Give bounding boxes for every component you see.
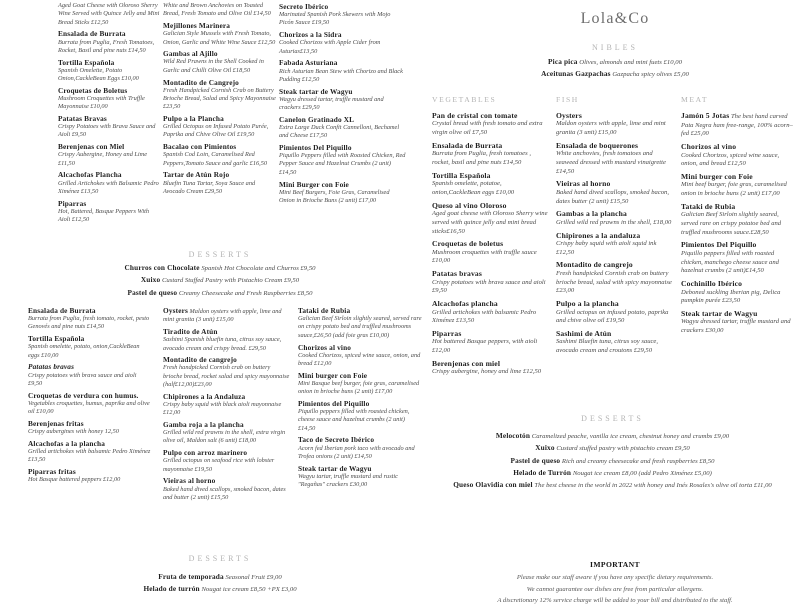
item-name: Steak tartar de Wagyu <box>681 308 758 318</box>
item-desc: Rich and creamy cheesecake and fresh raspberries £8,50 <box>561 457 715 465</box>
menu-item <box>28 419 152 436</box>
left-top-desserts <box>30 250 410 297</box>
left-bottom-column-1 <box>28 306 152 487</box>
menu-item <box>279 2 406 28</box>
menu-item <box>163 306 290 325</box>
menu-item <box>556 260 675 296</box>
menu-item <box>681 142 795 169</box>
fish-list <box>556 111 675 356</box>
menu-item <box>28 362 152 388</box>
important-header: IMPORTANT <box>589 560 641 569</box>
item-name: Mejillones Marinera <box>163 21 231 31</box>
notice-line: We cannot guarantee our dishes are free from particular allergens. <box>526 585 704 593</box>
meat-list <box>681 111 795 336</box>
item-name: Taco de Secreto Ibérico <box>298 435 375 445</box>
item-name: Gambas a la plancha <box>556 209 627 219</box>
item-desc: Piquillo Peppers filled with Roasted Chicken, Red Pepper Sauce and Hazelnut Crumbs (2 unit) £14,50 <box>279 152 406 176</box>
menu-item <box>298 435 423 461</box>
item-desc: Seasonal Fruit £9,00 <box>225 574 282 581</box>
menu-item <box>28 439 152 465</box>
item-desc: Mushroom croquettes with truffle sauce £10,00 <box>432 248 537 265</box>
menu-item <box>28 306 152 332</box>
menu-item <box>425 480 800 491</box>
left-top-desserts-list <box>30 263 410 299</box>
item-name: Alcachofas plancha <box>432 299 498 309</box>
left-bottom-column-2 <box>163 306 290 505</box>
item-name: Pulpo a la plancha <box>556 299 619 309</box>
item-desc: Extra Large Duck Confit Cannelloni, Bechamel and Cheese £17,50 <box>279 123 400 140</box>
vegetables-list <box>432 111 548 377</box>
left-top-column-1 <box>58 2 161 227</box>
item-desc: Grilled artichokes with balsamic Pedro Ximénez £13,50 <box>432 308 537 325</box>
vegetables-column <box>432 95 548 380</box>
item-desc: Grilled wild red prawns in the shell, extra virgin olive oil, Maldon salt (6 unit) £18,00 <box>163 429 286 445</box>
menu-item <box>30 572 410 583</box>
menu-item <box>58 58 161 84</box>
item-name: Queso Olavidia con miel <box>453 480 533 490</box>
item-desc: Fresh handpicked Cornish crab on buttery brioche bread, salad with spicy mayonnaise £23,00 <box>556 269 672 295</box>
item-name: Ensalada de Burrata <box>28 306 96 315</box>
menu-item <box>163 355 290 389</box>
menu-item <box>681 172 795 199</box>
item-name: Helado de turrón <box>143 584 200 594</box>
item-desc: Grilled octopus on seafood rice with lobster mayonnaise £19,50 <box>163 457 275 473</box>
menu-item <box>30 584 410 595</box>
item-desc: Rich Asturian Bean Stew with Chorizo and Black Pudding £12,50 <box>279 67 403 83</box>
item-name: Tartar de Atún Rojo <box>163 170 230 180</box>
item-name: Pulpo con arroz marinero <box>163 448 248 458</box>
item-name: Piparras fritas <box>28 466 76 476</box>
fish-header: FISH <box>556 95 579 104</box>
item-desc: Gazpacha spicy olives £5,00 <box>612 71 689 79</box>
menu-item <box>163 114 277 140</box>
item-desc: Grilled Artichokes with Balsamic Pedro Ximénez £13,50 <box>58 179 159 195</box>
item-name: Cochinillo Ibérico <box>681 279 743 289</box>
notice-line: Please make our staff aware if you have any specific dietary requirements. <box>516 574 714 581</box>
menu-item <box>30 263 410 274</box>
left-bottom-desserts-list <box>30 572 410 595</box>
item-name: Tortilla Española <box>432 170 491 180</box>
item-name: Fabada Asturiana <box>279 58 338 68</box>
item-desc: Spanish Omelette, Potato Onion,CackleBean Eggs £10,00 <box>58 66 139 82</box>
item-name: Pimientos del Piquillo <box>298 398 370 408</box>
page-title: Lola&Co <box>580 10 650 27</box>
menu-item <box>163 49 277 75</box>
menu-item <box>163 21 277 47</box>
item-name: Ensalada de Burrata <box>432 140 503 150</box>
item-desc: Spanish Cod Loin, Caramelised Red Peppers,Tomato Sauce and garlic £16,50 <box>163 151 268 167</box>
menu-item <box>58 170 161 196</box>
item-name: Patatas bravas <box>432 269 482 279</box>
item-name: Tiradito de Atún <box>163 327 218 337</box>
item-desc: Burrata from Puglia, fresh tomatoes , rocket, basil and pine nuts £14,50 <box>432 150 531 167</box>
menu-item <box>556 231 675 258</box>
item-desc: Spanish Hot Chocolate and Churros £9,50 <box>201 265 316 272</box>
item-desc: Bluefin Tuna Tartar, Soya Sauce and Avocado Cream £29,50 <box>163 179 256 195</box>
menu-item <box>163 142 277 168</box>
item-desc: Crispy potatoes with brava sauce and aioli £9,50 <box>28 371 137 387</box>
item-desc: Crispy baby squid with aioli squid ink £12,50 <box>556 240 657 256</box>
menu-item <box>556 209 675 227</box>
item-desc: Olives, almonds and mini fuets £10,00 <box>579 59 682 66</box>
menu-item <box>432 201 548 237</box>
menu-item <box>279 58 406 84</box>
item-desc: Galician Beef Sirloin slightly seared, served rare on crispy potato bed and truffled mushrooms sauce,£26,50 (add foie gras £10,00) <box>298 315 422 339</box>
item-desc: Galician Style Mussels with Fresh Tomato, Onion, Garlic and White Wine Sauce £12,50 <box>163 30 276 46</box>
menu-item <box>58 29 161 55</box>
item-desc: Cooked Chorizos, spiced wine sauce, onion, and bread £12,00 <box>298 351 421 367</box>
menu-item <box>58 2 161 27</box>
item-desc: Grilled Octopus on Infused Potato Purée, Paprika and Chive Olive Oil £19,50 <box>163 123 269 139</box>
item-desc: Grilled artichokes with balsamic Pedro Ximénez £13,50 <box>28 447 151 464</box>
item-desc: Caramelized peache, vanilla ice cream, chestnut honey and crumbs £9,00 <box>531 433 730 440</box>
item-name: Ensalada de Burrata <box>58 29 126 39</box>
item-desc: Mini Basque beef burger, foie gras, caramelised onion in brioche buns (2 unit) £17,00 <box>298 379 420 396</box>
item-desc: Grilled octopus on infused potato, paprika and chive olive oil £19,50 <box>556 308 669 325</box>
item-desc: Wagyu dressed tartar, truffle mustard and crackers £29,50 <box>279 95 384 112</box>
item-desc: Wild Red Prawns in the Shell Cooked in Garlic and Chilli Olive Oil £18,50 <box>163 58 264 74</box>
item-name: Alcachofas Plancha <box>58 170 122 180</box>
item-name: Oysters <box>163 306 188 315</box>
menu-item <box>556 179 675 206</box>
item-name: Pastel de queso <box>127 287 178 297</box>
item-name: Chipirones a la Andaluza <box>163 391 246 401</box>
menu-item <box>681 279 795 306</box>
menu-item <box>30 288 410 299</box>
menu-item <box>163 476 290 502</box>
left-bottom-desserts <box>30 554 410 600</box>
item-name: Steak tartar de Wagyu <box>298 463 372 473</box>
menu-item <box>30 275 410 286</box>
menu-item <box>279 87 406 113</box>
item-name: Berenjenas con miel <box>432 358 501 368</box>
item-name: Mini burger con Foie <box>298 370 368 380</box>
menu-item <box>432 239 548 266</box>
meat-header: MEAT <box>681 95 709 104</box>
menu-item <box>58 86 161 112</box>
item-desc: Cooked Chorizos with Apple Cider from Asturias£13,50 <box>279 39 381 55</box>
item-name: Montadito de Cangrejo <box>163 77 239 87</box>
menu-item <box>425 468 800 479</box>
item-desc: Maldon oysters with apple, lime and mint granita (3 unit) £15,00 <box>556 120 666 137</box>
left-top-column-3 <box>279 2 406 208</box>
item-desc: Maldon oysters with apple, lime and mint granita (3 unit) £15,00 <box>163 308 282 324</box>
important-section <box>430 560 800 608</box>
item-desc: Custard Stuffed Pastry with Pistachio Cream £9,50 <box>161 277 300 285</box>
menu-item <box>432 359 548 377</box>
menu-item <box>432 269 548 296</box>
item-desc: Nougat ice cream £8,00 (add Pedro Ximénez £5,00) <box>572 470 712 478</box>
item-desc: Custard stuffed pastry with pistachio cream £9,50 <box>556 445 690 453</box>
item-desc: Piquillo peppers filled with roasted chicken, manchego cheese sauce and hazelnut crumbs (2 unit)£14,50 <box>681 249 779 275</box>
menu-item <box>425 431 800 442</box>
menu-item <box>556 329 675 356</box>
left-bottom-column-3 <box>298 306 423 492</box>
item-desc: Aged goat cheese with Oloroso Sherry wine served with quince jelly and mini bread sticks£16,50 <box>432 210 548 235</box>
menu-item <box>681 240 795 276</box>
menu-item <box>163 327 290 353</box>
menu-item <box>556 299 675 326</box>
item-name: Chorizos al vino <box>298 342 352 352</box>
item-name: Secreto Ibérico <box>279 2 329 11</box>
menu-item <box>681 202 795 238</box>
item-desc: White anchovies, fresh tomatoes and seaweed dressed with mustard vinaigrette £14,50 <box>556 150 666 175</box>
desserts-header: DESSERTS <box>188 554 252 563</box>
item-name: Xuixo <box>140 275 161 285</box>
item-name: Pica pica <box>548 57 578 66</box>
item-desc: Crispy Potatoes with Brava Sauce and Aioli £9,50 <box>58 123 156 139</box>
item-desc: Baked hand dived scallops, smoked bacon, dates and butter (2 unit) £15,50 <box>163 485 286 501</box>
item-desc: Mushroom Croquettes with Truffle Mayonnaise £10,00 <box>58 94 145 111</box>
meat-column <box>681 95 795 339</box>
menu-item <box>681 309 795 336</box>
menu-item <box>163 2 277 19</box>
desserts-header: DESSERTS <box>188 250 252 259</box>
item-name: Vieiras al horno <box>556 179 611 189</box>
item-desc: Galician Beef Sirloin slightly seared, served rare on crispy potatoe bed and truffled mushrooms sauce.£28,50 <box>681 211 782 236</box>
menu-item <box>681 111 795 139</box>
menu-item <box>163 392 290 418</box>
menu-item <box>58 114 161 140</box>
item-desc: Deboned suckling Iberian pig, Delica pumpkin purée £23,50 <box>681 288 781 305</box>
menu-item <box>298 371 423 397</box>
menu-item <box>298 464 423 490</box>
menu-item <box>298 399 423 433</box>
menu-item <box>279 115 406 141</box>
menu-item <box>298 343 423 369</box>
menu-item <box>430 57 800 68</box>
menu-item <box>432 141 548 168</box>
item-name: Tortilla Española <box>28 334 85 344</box>
item-name: Tataki de Rubia <box>298 306 351 315</box>
item-desc: Burrata from Puglia, Fresh Tomatoes, Rocket, Basil and pine nuts £14,50 <box>58 38 155 54</box>
item-name: Canelon Gratinado XL <box>279 114 355 124</box>
menu-item <box>28 391 152 417</box>
item-name: Gambas al Ajillo <box>163 49 218 59</box>
menu-item <box>432 329 548 356</box>
menu-item <box>58 199 161 225</box>
nibles-list <box>430 57 800 80</box>
right-desserts-list <box>425 431 800 491</box>
item-desc: Mini beef burger, foie gras, caramelised onion in brioche buns (2 unit) £17,00 <box>681 181 787 198</box>
item-name: Berenjenas con Miel <box>58 142 125 152</box>
item-name: Steak tartar de Wagyu <box>279 86 353 96</box>
menu-item <box>163 78 277 112</box>
item-name: Pimientos Del Piquillo <box>279 143 352 153</box>
item-desc: White and Brown Anchovies on Toasted Bread, Fresh Tomato and Olive Oil £14,50 <box>163 2 271 18</box>
item-desc: Marinated Spanish Pork Skewers with Mojo Picón Sauce £19,50 <box>279 11 391 27</box>
item-desc: The best cheese in the world in 2022 with honey and Inés Rosales's olive oil torta £11,00 <box>534 482 772 490</box>
nibles-section <box>430 43 800 82</box>
item-desc: Burrata from Puglia, fresh tomato, rocket, pesto Genovés and pine nuts £14,50 <box>28 315 150 331</box>
item-name: Gamba roja a la plancha <box>163 420 244 429</box>
item-name: Piparras <box>432 328 462 338</box>
item-desc: Aged Goat Cheese with Oloroso Sherry Wine Served with Quince Jelly and Mini Bread Sticks £12,50 <box>58 2 160 26</box>
item-desc: Crispy aubergines with honey 12,50 <box>28 427 119 435</box>
item-name: Croquetas de Boletus <box>58 85 128 95</box>
menu-item <box>556 111 675 138</box>
item-name: Pimientos Del Piquillo <box>681 240 757 250</box>
item-name: Bacalao con Pimientos <box>163 142 237 152</box>
item-desc: Mini Beef Burgers, Foie Gras, Caramelised Onion in Brioche Buns (2 unit) £17,00 <box>279 188 390 204</box>
item-name: Sashimi de Atún <box>556 328 612 338</box>
menu-item <box>432 111 548 138</box>
item-name: Ensalada de boquerones <box>556 140 639 150</box>
item-name: Patatas Bravas <box>58 114 107 123</box>
item-name: Mini burger con Foie <box>681 172 753 181</box>
item-name: Tataki de Rubia <box>681 201 736 211</box>
item-desc: The best hand carved Pata Negra ham free-range, 100% acorn–fed £25,00 <box>681 113 793 138</box>
item-name: Xuixo <box>535 443 555 453</box>
item-name: Croquetas de boletus <box>432 239 504 249</box>
item-name: Chorizos al vino <box>681 142 737 152</box>
item-desc: Crispy Aubergine, Honey and Lime £11,50 <box>58 151 148 167</box>
menu-item <box>58 142 161 168</box>
important-lines <box>430 573 800 606</box>
menu-item <box>425 456 800 467</box>
item-desc: Crispy aubergine, honey and lime £12,50 <box>432 368 542 376</box>
menu-item <box>163 448 290 474</box>
item-desc: Hot battered Basque peppers, with aioli £12,00 <box>432 338 538 355</box>
item-name: Pulpo a la Plancha <box>163 114 224 123</box>
item-desc: Spanish omelette, potato, onion,CackleBean eggs £10,00 <box>28 343 140 359</box>
item-desc: Fresh handpicked Cornish crab on buttery brioche bread, rocket salad and spicy mayonnaise (half£12,00)£23,00 <box>163 364 290 388</box>
item-desc: Creamy Cheesecake and Fresh Raspberries £8,50 <box>178 289 313 297</box>
item-desc: Acorn fed Iberian pork taco with avocado and Trofea onions (2 unit) £14,50 <box>298 444 415 460</box>
item-name: Aceitunas Gazpachas <box>541 69 611 79</box>
item-name: Churros con Chocolate <box>124 263 200 272</box>
item-desc: Wagyu tartar, truffle mustard and rustic "Regañas" crackers £30,00 <box>298 472 398 489</box>
right-desserts-section <box>425 414 800 493</box>
item-name: Fruta de temporada <box>158 572 224 581</box>
item-desc: Crispy baby squid with black aioli mayonnaise £12,00 <box>163 400 282 417</box>
item-name: Melocotón <box>495 431 531 440</box>
desserts-header: DESSERTS <box>581 414 644 423</box>
item-name: Montadito de cangrejo <box>556 260 633 270</box>
item-desc: Hot, Battered, Basque Peppers With Aioli £12,50 <box>58 207 150 224</box>
item-desc: Grilled wild red prawns in the shell, £18,00 <box>556 218 672 226</box>
item-name: Pan de cristal con tomate <box>432 111 518 120</box>
item-desc: Spanish omelette, potatoe, onion,CackleBean eggs £10,00 <box>432 180 515 196</box>
menu-item <box>279 143 406 177</box>
item-desc: Cooked Chorizos, spiced wine sauce, onion, and bread £12,50 <box>681 151 780 168</box>
menu-item <box>163 170 277 196</box>
item-name: Chorizos a la Sidra <box>279 30 342 40</box>
item-name: Helado de Turrón <box>513 468 572 478</box>
item-name: Mini Burger con Foie <box>279 179 349 189</box>
menu-item <box>298 306 423 340</box>
menu-item <box>28 467 152 484</box>
vegetables-header: VEGETABLES <box>432 95 497 104</box>
item-name: Jamón 5 Jotas <box>681 111 730 120</box>
item-desc: Crystal bread with fresh tomato and extra virgin olive oil £7,50 <box>432 120 543 137</box>
menu-item <box>425 443 800 454</box>
menu-item <box>279 180 406 206</box>
item-desc: Crispy potatoes with brava sauce and aioli £9,50 <box>432 278 546 295</box>
item-desc: Wagyu dressed tartar, truffle mustard and crackers £30,00 <box>681 318 791 335</box>
item-name: Piparras <box>58 198 87 208</box>
item-name: Croquetas de verdura con humus. <box>28 390 139 400</box>
item-name: Tortilla Española <box>58 57 115 67</box>
left-top-column-2 <box>163 2 277 199</box>
item-name: Montadito de cangrejo <box>163 355 237 365</box>
item-desc: Nougat ice cream £8,50 +PX £3,00 <box>201 586 297 594</box>
item-desc: Vegetables croquettes, humus, paprika and olive oil £10,00 <box>28 399 150 416</box>
menu-item <box>432 299 548 326</box>
item-name: Pastel de queso <box>510 455 561 465</box>
item-name: Alcachofas a la plancha <box>28 438 106 448</box>
item-name: Chipirones a la andaluza <box>556 230 641 240</box>
menu-item <box>432 171 548 198</box>
item-desc: Sashimi Spanish bluefin tuna, citrus soy sauce, avocado cream and crispy bread. £29,50 <box>163 336 282 352</box>
menu-item <box>279 30 406 56</box>
menu-item <box>28 334 152 360</box>
item-desc: Baked hand dived scallops, smoked bacon, dates butter (2 unit) £15,50 <box>556 188 669 205</box>
item-name: Queso al vino Oloroso <box>432 200 507 210</box>
menu-item <box>430 69 800 80</box>
item-desc: Piquillo peppers filled with roasted chicken, cheese sauce and hazelnut crumbs (2 unit) £14,50 <box>298 408 410 432</box>
item-desc: Fresh Handpicked Cornish Crab on Buttery Brioche Bread, Salad and Spicy Mayonnaise £23,50 <box>163 86 276 111</box>
item-desc: Sashimi Bluefin tuna, citrus soy sauce, avocado cream and croutons £29,50 <box>556 338 659 355</box>
menu-item <box>556 141 675 177</box>
item-name: Berenjenas fritas <box>28 418 84 428</box>
item-name: Vieiras al horno <box>163 476 216 486</box>
item-name: Oysters <box>556 111 582 120</box>
menu-item <box>163 420 290 446</box>
notice-line: A discretionary 12% service charge will be added to your bill and distributed to the staff. <box>497 597 733 605</box>
nibles-header: NIBLES <box>592 43 638 52</box>
item-desc: Hot Basque battered peppers £12,00 <box>28 476 121 484</box>
fish-column <box>556 95 675 359</box>
item-name: Patatas bravas <box>28 362 75 372</box>
